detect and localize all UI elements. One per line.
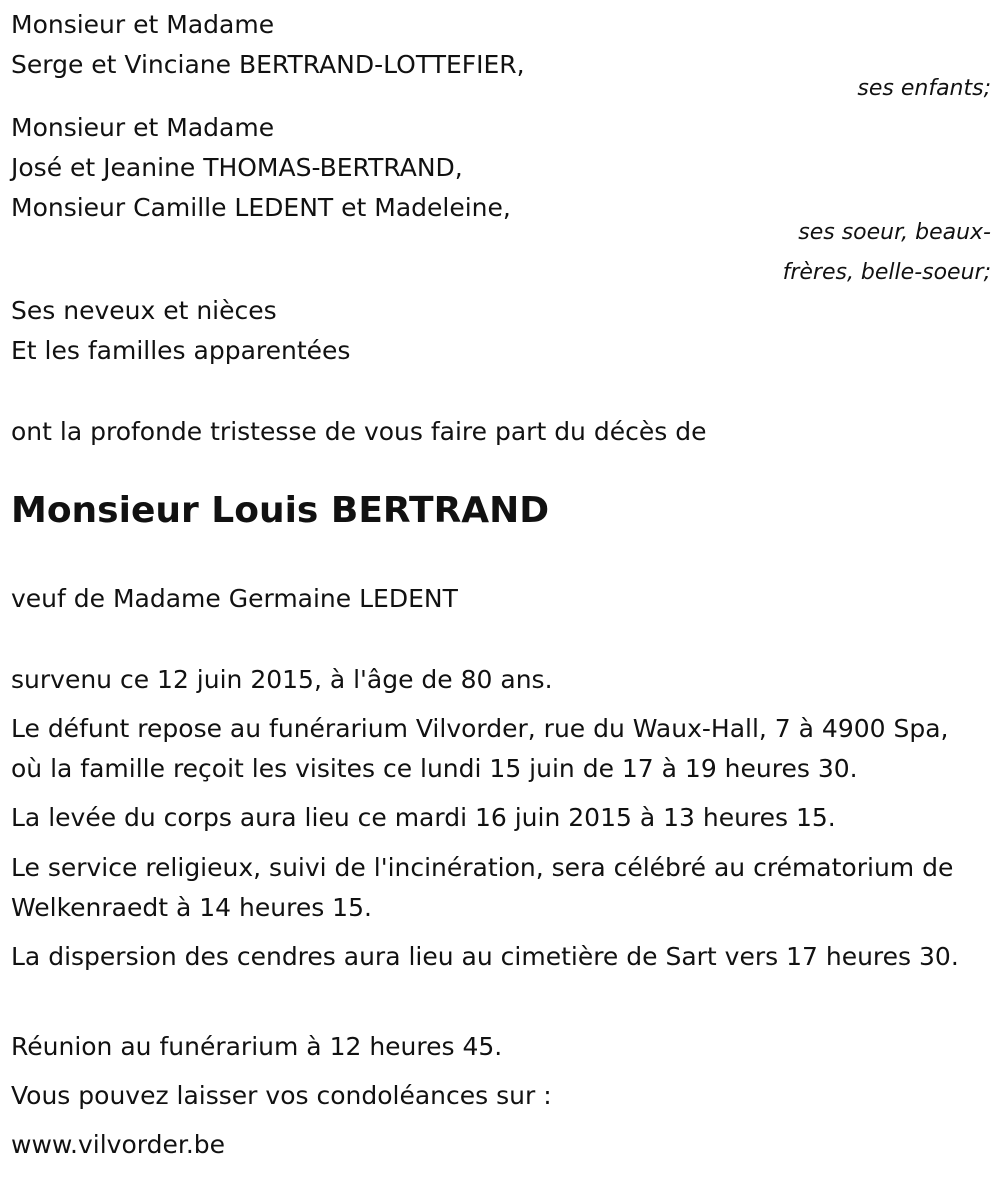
dispersion-info: La dispersion des cendres aura lieu au cimetière de Sart vers 17 heures 30. [11, 942, 959, 971]
related-families: Et les familles apparentées [11, 336, 351, 365]
siblings-role-2: frères, belle-soeur; [782, 260, 991, 285]
removal-info: La levée du corps aura lieu ce mardi 16 juin 2015 à 13 heures 15. [11, 803, 836, 832]
date-of-death: survenu ce 12 juin 2015, à l'âge de 80 ans. [11, 665, 553, 694]
condolences-info: Vous pouvez laisser vos condoléances sur : [11, 1081, 552, 1110]
children-names: Serge et Vinciane BERTRAND-LOTTEFIER, [11, 50, 525, 79]
website-link[interactable]: www.vilvorder.be [11, 1130, 226, 1159]
siblings-names-1: José et Jeanine THOMAS-BERTRAND, [11, 153, 463, 182]
siblings-role-1: ses soeur, beaux- [798, 220, 991, 245]
siblings-names-2: Monsieur Camille LEDENT et Madeleine, [11, 193, 511, 222]
service-info: Le service religieux, suivi de l'incinération, sera célébré au crématorium de Welkenraedt à 14 heures 15. [11, 853, 954, 922]
meeting-info: Réunion au funérarium à 12 heures 45. [11, 1032, 503, 1061]
children-title: Monsieur et Madame [11, 10, 275, 39]
spouse-line: veuf de Madame Germaine LEDENT [11, 584, 458, 613]
children-role: ses enfants; [857, 76, 991, 101]
deceased-name: Monsieur Louis BERTRAND [11, 490, 550, 531]
siblings-title: Monsieur et Madame [11, 113, 275, 142]
announcement-intro: ont la profonde tristesse de vous faire part du décès de [11, 417, 707, 446]
nephews-nieces: Ses neveux et nièces [11, 296, 277, 325]
resting-place: Le défunt repose au funérarium Vilvorder, rue du Waux-Hall, 7 à 4900 Spa, où la famille reçoit les visites ce lundi 15 juin de 17 à 19 heures 30. [11, 714, 949, 783]
